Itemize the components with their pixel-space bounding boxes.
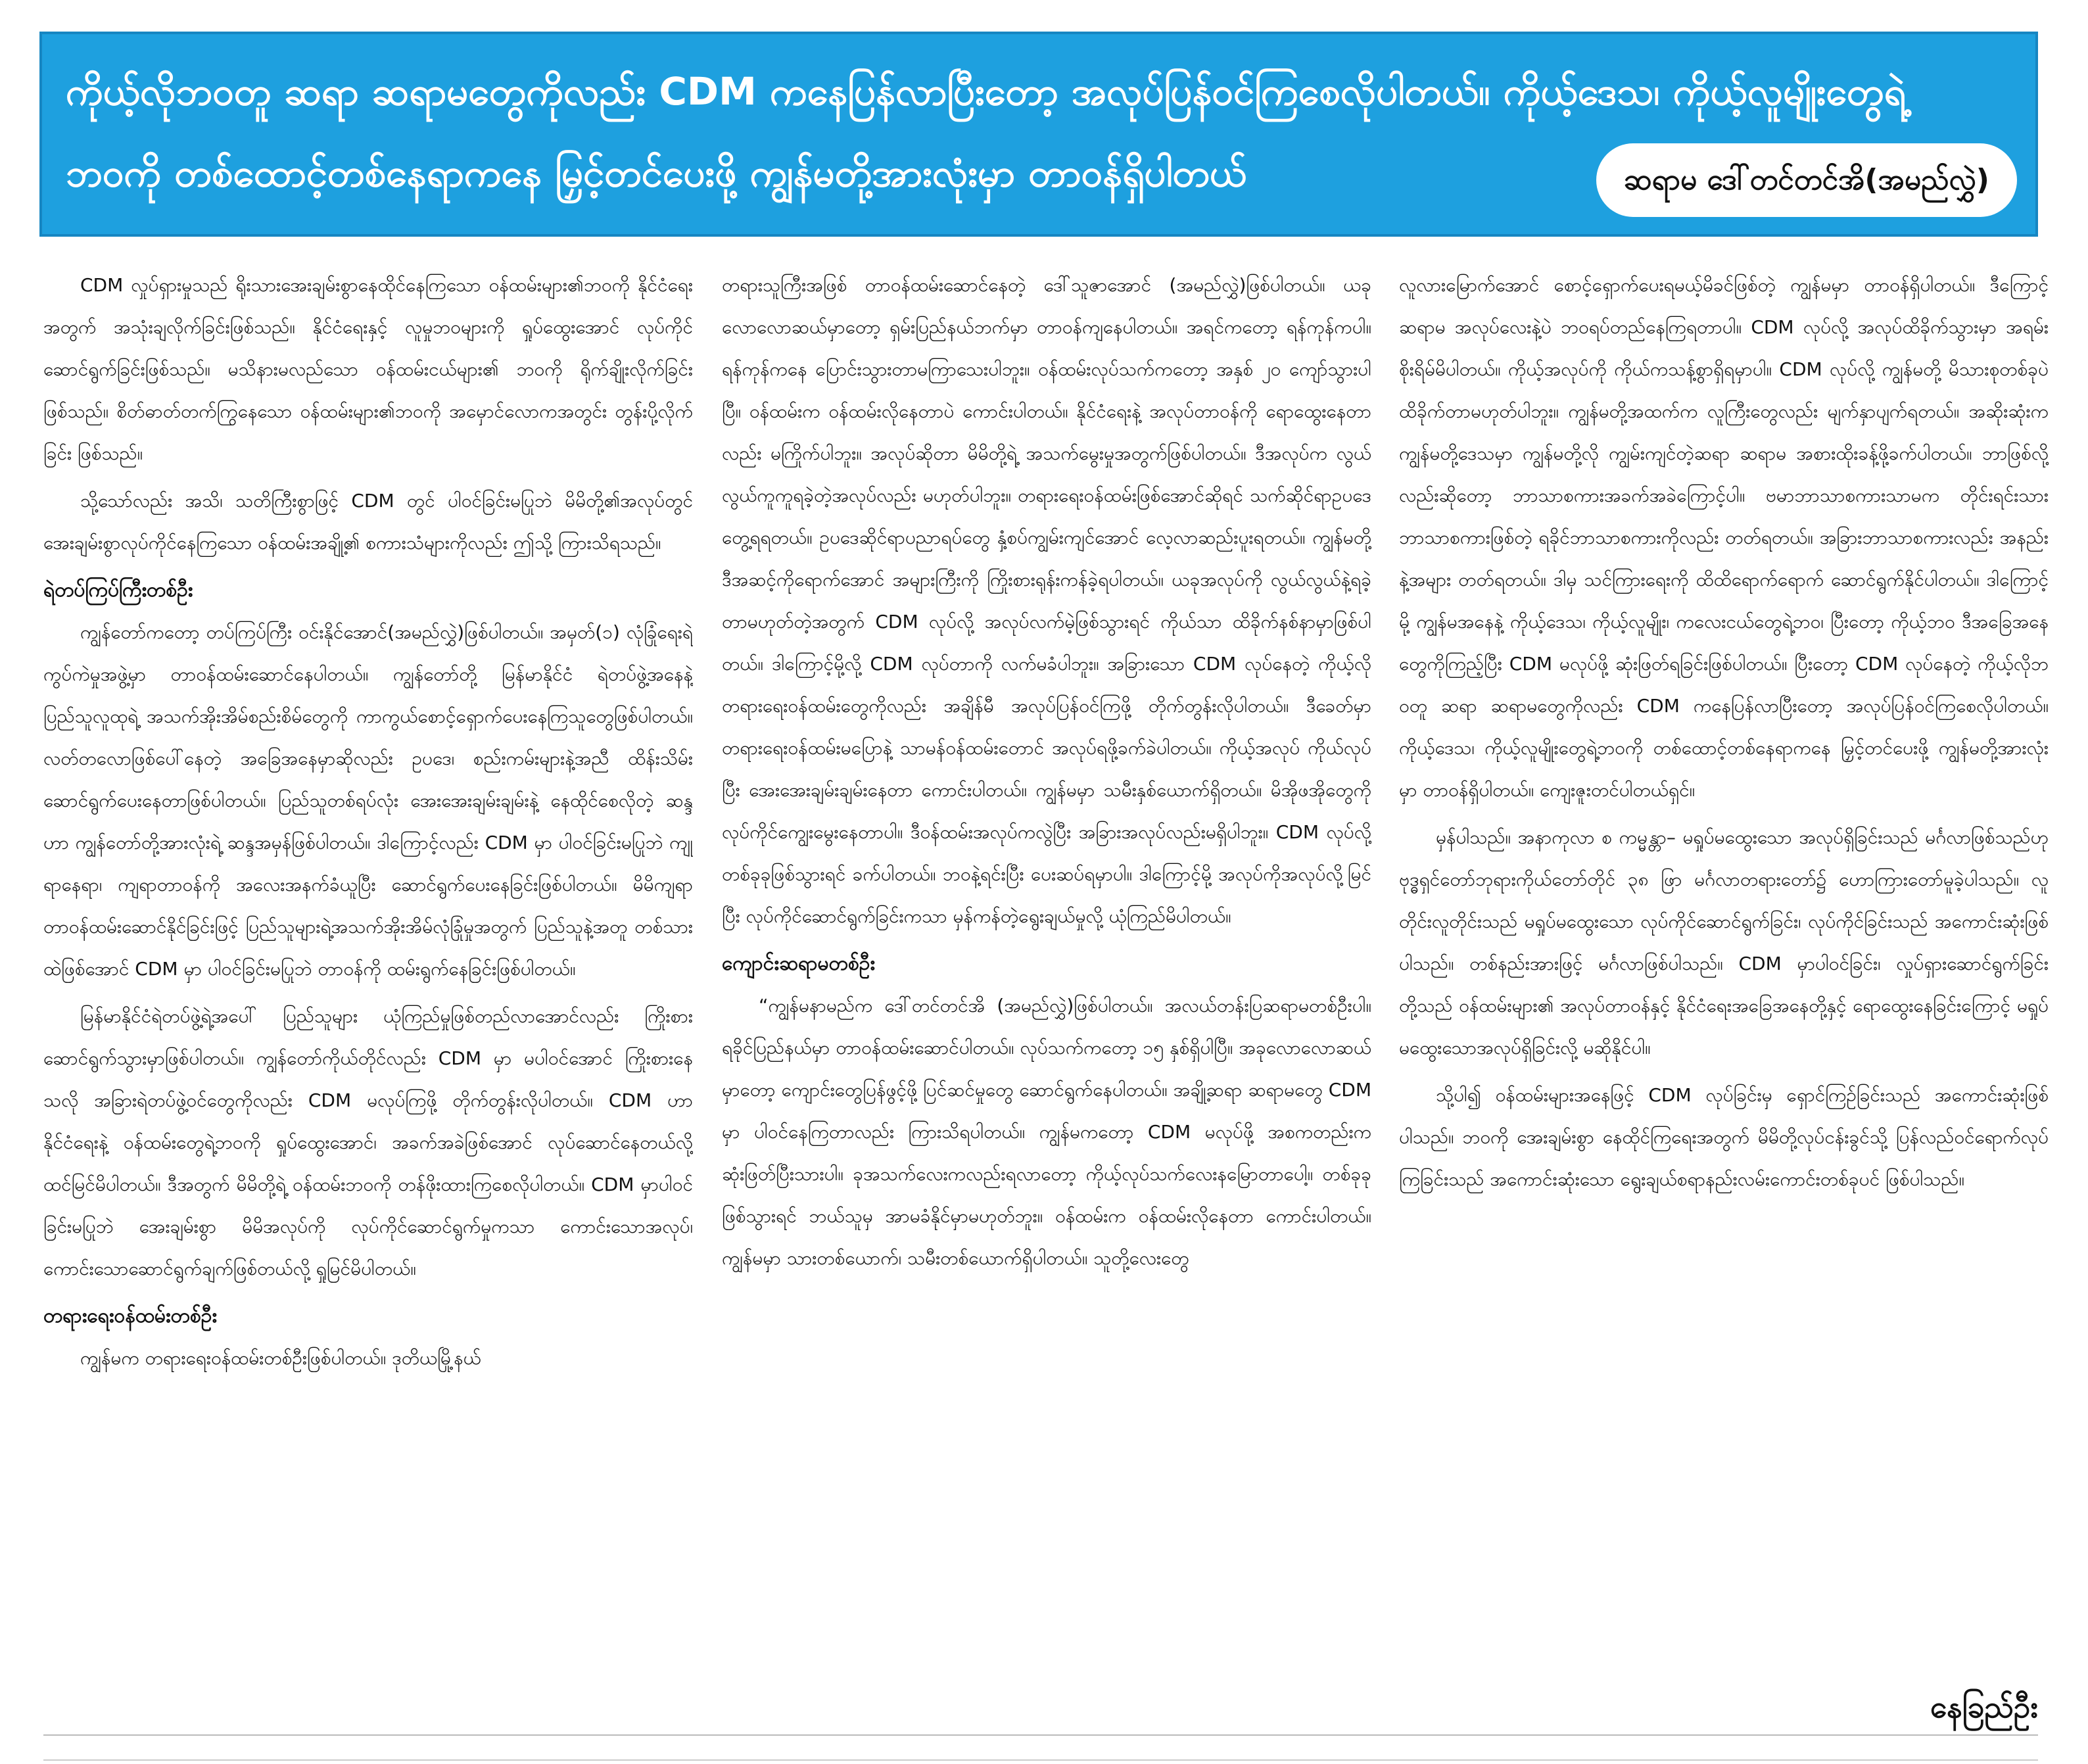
paragraph: သို့ပါ၍ ဝန်ထမ်းများအနေဖြင့် CDM လုပ်ခြင်းမှ ရှောင်ကြဉ်ခြင်းသည် အကောင်းဆုံးဖြစ်ပါသည်။ ဘဝကို အေးချမ်းစွာ နေထိုင်ကြရေးအတွက် မိမိတို့လုပ်ငန်းခွင်သို့ ပြန်လည်ဝင်ရောက်လုပ်ကြခြင်းသည် အကောင်းဆုံးသော ရွေးချယ်စရာနည်းလမ်းကောင်းတစ်ခုပင် ဖြစ်ပါသည်။ [1399,1084,2049,1190]
headline-banner [39,32,2038,237]
paragraph: မြန်မာနိုင်ငံရဲတပ်ဖွဲ့ရဲ့အပေါ် ပြည်သူများ ယုံကြည်မှုဖြစ်တည်လာအောင်လည်း ကြိုးစားဆောင်ရွက်သွားမှာဖြစ်ပါတယ်။ ကျွန်တော်ကိုယ်တိုင်လည်း CDM မှာ မပါဝင်အောင် ကြိုးစားနေသလို အခြားရဲတပ်ဖွဲ့ဝင်တွေကိုလည်း CDM မလုပ်ကြဖို့ တိုက်တွန်းလိုပါတယ်။ CDM ဟာ နိုင်ငံရေးနဲ့ ဝန်ထမ်းတွေရဲ့ဘဝကို ရှုပ်ထွေးအောင်၊ အခက်အခဲဖြစ်အောင် လုပ်ဆောင်နေတယ်လို့ ထင်မြင်မိပါတယ်။ ဒီအတွက် မိမိတို့ရဲ့ ဝန်ထမ်းဘဝကို တန်ဖိုးထားကြစေလိုပါတယ်။ CDM မှာပါဝင်ခြင်းမပြုဘဲ အေးချမ်းစွာ မိမိအလုပ်ကို လုပ်ကိုင်ဆောင်ရွက်မှုကသာ ကောင်းသောအလုပ်၊ ကောင်းသောဆောင်ရွက်ချက်ဖြစ်တယ်လို့ ရှုမြင်မိပါတယ်။ [43,1005,693,1279]
paragraph: တရားသူကြီးအဖြစ် တာဝန်ထမ်းဆောင်နေတဲ့ ဒေါ်သူဇာအောင် (အမည်လွှဲ)ဖြစ်ပါတယ်။ ယခုလောလောဆယ်မှာတော့ ရှမ်းပြည်နယ်ဘက်မှာ တာဝန်ကျနေပါတယ်။ အရင်ကတော့ ရန်ကုန်ကပါ။ ရန်ကုန်ကနေ ပြောင်းသွားတာမကြာသေးပါဘူး။ ဝန်ထမ်းလုပ်သက်ကတော့ အနှစ် ၂၀ ကျော်သွားပါပြီ။ ဝန်ထမ်းက ဝန်ထမ်းလိုနေတာပဲ ကောင်းပါတယ်။ နိုင်ငံရေးနဲ့ အလုပ်တာဝန်ကို ရောထွေးနေတာလည်း မကြိုက်ပါဘူး။ အလုပ်ဆိုတာ မိမိတို့ရဲ့ အသက်မွေးမှုအတွက်ဖြစ်ပါတယ်။ ဒီအလုပ်က လွယ်လွယ်ကူကူရခဲ့တဲ့အလုပ်လည်း မဟုတ်ပါဘူး။ တရားရေးဝန်ထမ်းဖြစ်အောင်ဆိုရင် သက်ဆိုင်ရာဥပဒေတွေ့ရရတယ်။ ဥပဒေဆိုင်ရာပညာရပ်တွေ နှံ့စပ်ကျွမ်းကျင်အောင် လေ့လာဆည်းပူးရတယ်။ ကျွန်မတို့ ဒီအဆင့်ကိုရောက်အောင် အများကြီးကို ကြိုးစားရုန်းကန်ခဲ့ရပါတယ်။ ယခုအလုပ်ကို လွယ်လွယ်နဲ့ရခဲ့တာမဟုတ်တဲ့အတွက် CDM လုပ်လို့ အလုပ်လက်မဲ့ဖြစ်သွားရင် ကိုယ်သာ ထိခိုက်နစ်နာမှာဖြစ်ပါတယ်။ ဒါကြောင့်မို့လို့ CDM လုပ်တာကို လက်မခံပါဘူး။ အခြားသော CDM လုပ်နေတဲ့ ကိုယ့်လိုတရားရေးဝန်ထမ်းတွေကိုလည်း အချိန်မီ အလုပ်ပြန်ဝင်ကြဖို့ တိုက်တွန်းလိုပါတယ်။ ဒီခေတ်မှာ တရားရေးဝန်ထမ်းမပြောနဲ့ သာမန်ဝန်ထမ်းတောင် အလုပ်ရဖို့ခက်ခဲပါတယ်။ ကိုယ့်အလုပ် ကိုယ်လုပ်ပြီး အေးအေးချမ်းချမ်းနေတာ ကောင်းပါတယ်။ ကျွန်မမှာ သမီးနှစ်ယောက်ရှိတယ်။ မိအိုဖအိုတွေကို လုပ်ကိုင်ကျွေးမွေးနေတာပါ။ ဒီဝန်ထမ်းအလုပ်ကလွဲပြီး အခြားအလုပ်လည်းမရှိပါဘူး။ CDM လုပ်လို့ တစ်ခုခုဖြစ်သွားရင် ခက်ပါတယ်။ ဘဝနဲ့ရင်းပြီး ပေးဆပ်ရမှာပါ။ ဒါကြောင့်မို့ အလုပ်ကိုအလုပ်လို့မြင်ပြီး လုပ်ကိုင်ဆောင်ရွက်ခြင်းကသာ မှန်ကန်တဲ့ရွေးချယ်မှုလို့ ယုံကြည်မိပါတယ်။ [722,274,1371,927]
section-heading-police: ရဲတပ်ကြပ်ကြီးတစ်ဦး [43,579,193,602]
paragraph: ကျွန်မက တရားရေးဝန်ထမ်းတစ်ဦးဖြစ်ပါတယ်။ ဒုတိယမြို့နယ် [80,1347,481,1369]
paragraph: သို့သော်လည်း အသိ၊ သတိကြီးစွာဖြင့် CDM တွင် ပါဝင်ခြင်းမပြုဘဲ မိမိတို့၏အလုပ်တွင် အေးချမ်းစွာလုပ်ကိုင်နေကြသော ဝန်ထမ်းအချို့၏ စကားသံများကိုလည်း ဤသို့ ကြားသိရသည်။ [43,490,693,554]
paragraph: CDM လှုပ်ရှားမှုသည် ရိုးသားအေးချမ်းစွာနေထိုင်နေကြသော ဝန်ထမ်းများ၏ဘဝကို နိုင်ငံရေးအတွက် အသုံးချလိုက်ခြင်းဖြစ်သည်။ နိုင်ငံရေးနှင့် လူမှုဘဝများကို ရှုပ်ထွေးအောင် လုပ်ကိုင်ဆောင်ရွက်ခြင်းဖြစ်သည်။ မသိနားမလည်သော ဝန်ထမ်းငယ်များ၏ ဘဝကို ရိုက်ချိုးလိုက်ခြင်းဖြစ်သည်။ စိတ်ဓာတ်တက်ကြွနေသော ဝန်ထမ်းများ၏ဘဝကို အမှောင်လောကအတွင်း တွန်းပို့လိုက်ခြင်း ဖြစ်သည်။ [43,274,693,464]
paragraph: “ကျွန်မနာမည်က ဒေါ်တင်တင်အိ (အမည်လွှဲ)ဖြစ်ပါတယ်။ အလယ်တန်းပြဆရာမတစ်ဦးပါ။ ရခိုင်ပြည်နယ်မှာ တာဝန်ထမ်းဆောင်ပါတယ်။ လုပ်သက်ကတော့ ၁၅ နှစ်ရှိပါပြီ။ အခုလောလောဆယ်မှာတော့ ကျောင်းတွေပြန်ဖွင့်ဖို့ ပြင်ဆင်မှုတွေ ဆောင်ရွက်နေပါတယ်။ အချို့ဆရာ ဆရာမတွေ CDM မှာ ပါဝင်နေကြတာလည်း ကြားသိရပါတယ်။ ကျွန်မကတော့ CDM မလုပ်ဖို့ အစကတည်းက ဆုံးဖြတ်ပြီးသားပါ။ ခုအသက်လေးကလည်းရလာတော့ ကိုယ့်လုပ်သက်လေးနမြောတာပေါ့။ တစ်ခုခုဖြစ်သွားရင် ဘယ်သူမှ အာမခံနိုင်မှာမဟုတ်ဘူး။ ဝန်ထမ်းက ဝန်ထမ်းလိုနေတာ ကောင်းပါတယ်။ ကျွန်မမှာ သားတစ်ယောက်၊ သမီးတစ်ယောက်ရှိပါတယ်။ သူတို့လေးတွေ [722,995,1371,1269]
divider [43,1734,2038,1736]
divider [43,1759,2038,1761]
article-column-1 [43,264,693,1688]
article-column-3 [1399,264,2049,1688]
section-heading-judicial: တရားရေးဝန်ထမ်းတစ်ဦး [43,1304,217,1327]
author-signature: နေခြည်ဦး [1930,1689,2038,1725]
byline-badge: ဆရာမ ဒေါ်တင်တင်အိ(အမည်လွှဲ) [1596,143,2017,217]
paragraph: ကျွန်တော်ကတော့ တပ်ကြပ်ကြီး ဝင်းနိုင်အောင်(အမည်လွှဲ)ဖြစ်ပါတယ်။ အမှတ်(၁) လုံခြုံရေးရဲကွပ်ကဲမှုအဖွဲ့မှာ တာဝန်ထမ်းဆောင်နေပါတယ်။ ကျွန်တော်တို့ မြန်မာနိုင်ငံ ရဲတပ်ဖွဲ့အနေနဲ့ ပြည်သူလူထုရဲ့ အသက်အိုးအိမ်စည်းစိမ်တွေကို ကာကွယ်စောင့်ရှောက်ပေးနေကြသူတွေဖြစ်ပါတယ်။ လတ်တလောဖြစ်ပေါ်နေတဲ့ အခြေအနေမှာဆိုလည်း ဥပဒေ၊ စည်းကမ်းများနဲ့အညီ ထိန်းသိမ်းဆောင်ရွက်ပေးနေတာဖြစ်ပါတယ်။ ပြည်သူတစ်ရပ်လုံး အေးအေးချမ်းချမ်းနဲ့ နေထိုင်စေလိုတဲ့ ဆန္ဒဟာ ကျွန်တော်တို့အားလုံးရဲ့ ဆန္ဒအမှန်ဖြစ်ပါတယ်။ ဒါကြောင့်လည်း CDM မှာ ပါဝင်ခြင်းမပြုဘဲ ကျုရာနေရာ၊ ကျရာတာဝန်ကို အလေးအနက်ခံယူပြီး ဆောင်ရွက်ပေးနေခြင်းဖြစ်ပါတယ်။ မိမိကျရာတာဝန်ထမ်းဆောင်နိုင်ခြင်းဖြင့် ပြည်သူများရဲ့အသက်အိုးအိမ်လုံခြုံမှုအတွက် ပြည်သူနဲ့အတူ တစ်သားထဲဖြစ်အောင် CDM မှာ ပါဝင်ခြင်းမပြုဘဲ တာဝန်ကို ထမ်းရွက်နေခြင်းဖြစ်ပါတယ်။ [43,621,693,980]
section-heading-teacher: ကျောင်းဆရာမတစ်ဦး [722,952,876,975]
headline-line-1: ကိုယ့်လိုဘဝတူ ဆရာ ဆရာမတွေကိုလည်း CDM ကနေပြန်လာပြီးတော့ အလုပ်ပြန်ဝင်ကြစေလိုပါတယ်။ ကိုယ့်ဒေသ၊ ကိုယ့်လူမျိုးတွေရဲ့ [66,69,1906,114]
article-column-2 [722,264,1371,1688]
paragraph: လူလားမြောက်အောင် စောင့်ရှောက်ပေးရမယ့်မိခင်ဖြစ်တဲ့ ကျွန်မမှာ တာဝန်ရှိပါတယ်။ ဒီကြောင့်ဆရာမ အလုပ်လေးနဲ့ပဲ ဘဝရပ်တည်နေကြရတာပါ။ CDM လုပ်လို့ အလုပ်ထိခိုက်သွားမှာ အရမ်းစိုးရိမ်မိပါတယ်။ ကိုယ့်အလုပ်ကို ကိုယ်ကသန့်စွာရှိရမှာပါ။ CDM လုပ်လို့ ကျွန်မတို့ မိသားစုတစ်ခုပဲ ထိခိုက်တာမဟုတ်ပါဘူး။ ကျွန်မတို့အထက်က လူကြီးတွေလည်း မျက်နှာပျက်ရတယ်။ အဆိုးဆုံးက ကျွန်မတို့ဒေသမှာ ကျွန်မတို့လို ကျွမ်းကျင်တဲ့ဆရာ ဆရာမ အစားထိုးခန့်ဖို့ခက်ပါတယ်။ ဘာဖြစ်လို့လည်းဆိုတော့ ဘာသာစကားအခက်အခဲကြောင့်ပါ။ ဗမာဘာသာစကားသာမက တိုင်းရင်းသားဘာသာစကားဖြစ်တဲ့ ရခိုင်ဘာသာစကားကိုလည်း တတ်ရတယ်။ အခြားဘာသာစကားလည်း အနည်းနဲ့အများ တတ်ရတယ်။ ဒါမှ သင်ကြားရေးကို ထိထိရောက်ရောက် ဆောင်ရွက်နိုင်ပါတယ်။ ဒါကြောင့်မို့ ကျွန်မအနေနဲ့ ကိုယ့်ဒေသ၊ ကိုယ့်လူမျိုး၊ ကလေးငယ်တွေရဲ့ဘဝ၊ ပြီးတော့ ကိုယ့်ဘဝ ဒီအခြေအနေတွေကိုကြည့်ပြီး CDM မလုပ်ဖို့ ဆုံးဖြတ်ရခြင်းဖြစ်ပါတယ်။ ပြီးတော့ CDM လုပ်နေတဲ့ ကိုယ့်လိုဘဝတူ ဆရာ ဆရာမတွေကိုလည်း CDM ကနေပြန်လာပြီးတော့ အလုပ်ပြန်ဝင်ကြစေလိုပါတယ်။ ကိုယ့်ဒေသ၊ ကိုယ့်လူမျိုးတွေရဲ့ဘဝကို တစ်ထောင့်တစ်နေရာကနေ မြှင့်တင်ပေးဖို့ ကျွန်မတို့အားလုံးမှာ တာဝန်ရှိပါတယ်။ ကျေးဇူးတင်ပါတယ်ရှင်။ [1399,274,2049,801]
headline-line-2: ဘဝကို တစ်ထောင့်တစ်နေရာကနေ မြှင့်တင်ပေးဖို့ ကျွန်မတို့အားလုံးမှာ တာဝန်ရှိပါတယ် [66,151,1247,195]
paragraph: မှန်ပါသည်။ အနာကုလာ စ ကမ္မန္တာ– မရှုပ်မထွေးသော အလုပ်ရှိခြင်းသည် မင်္ဂလာဖြစ်သည်ဟု ဗုဒ္ဓရှင်တော်ဘုရားကိုယ်တော်တိုင် ၃၈ ဖြာ မင်္ဂလာတရားတော်၌ ဟောကြားတော်မူခဲ့ပါသည်။ လူတိုင်းလူတိုင်းသည် မရှုပ်မထွေးသော လုပ်ကိုင်ဆောင်ရွက်ခြင်း၊ လုပ်ကိုင်ခြင်းသည် အကောင်းဆုံးဖြစ်ပါသည်။ တစ်နည်းအားဖြင့် မင်္ဂလာဖြစ်ပါသည်။ CDM မှာပါဝင်ခြင်း၊ လှုပ်ရှားဆောင်ရွက်ခြင်းတို့သည် ဝန်ထမ်းများ၏ အလုပ်တာဝန်နှင့် နိုင်ငံရေးအခြေအနေတို့နှင့် ရောထွေးနေခြင်းကြောင့် မရှုပ်မထွေးသောအလုပ်ရှိခြင်းလို့ မဆိုနိုင်ပါ။ [1399,826,2049,1059]
